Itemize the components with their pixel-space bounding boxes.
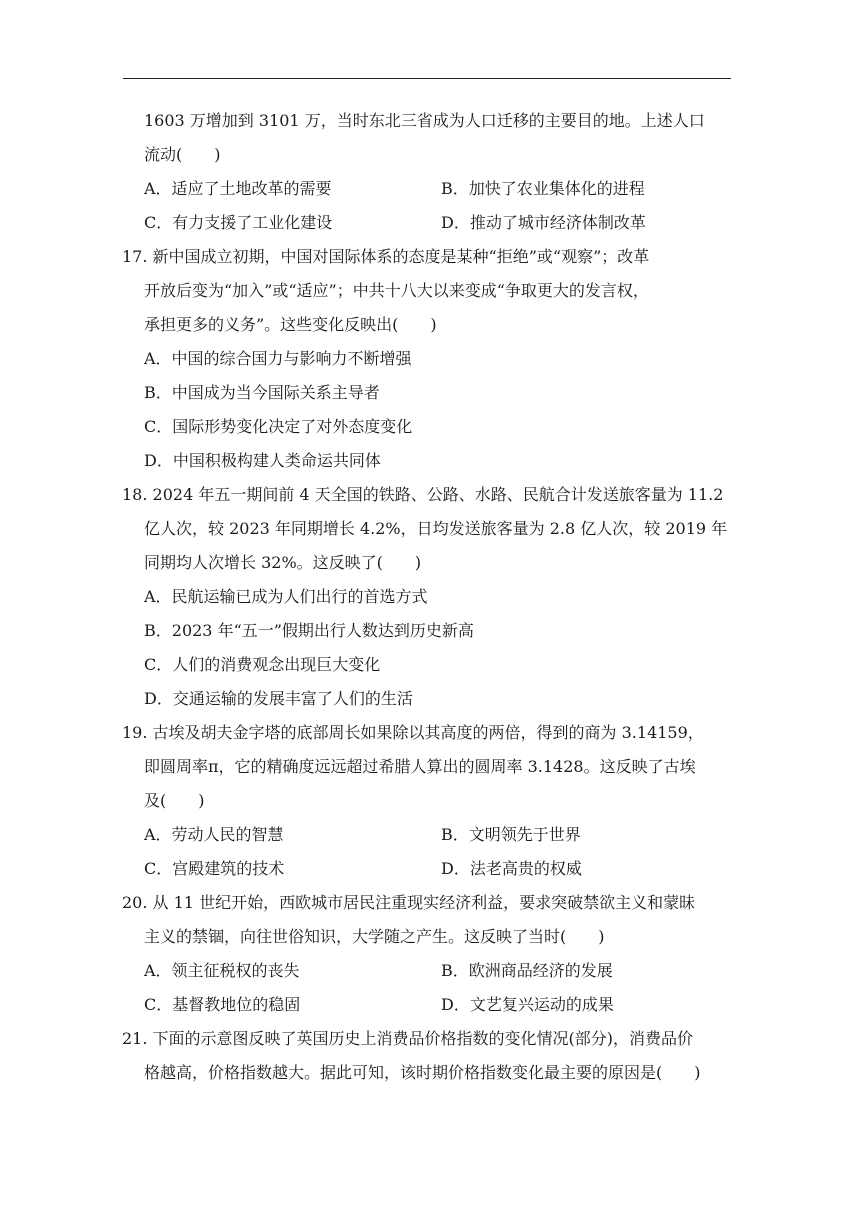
q17-option-a[interactable]: A．中国的综合国力与影响力不断增强 <box>144 349 412 368</box>
q16-option-c[interactable]: C．有力支援了工业化建设 <box>144 213 333 232</box>
q20-text-line2: 主义的禁锢，向往世俗知识，大学随之产生。这反映了当时( ) <box>144 927 605 946</box>
q16-option-d[interactable]: D．推动了城市经济体制改革 <box>441 213 646 232</box>
q18-option-a[interactable]: A．民航运输已成为人们出行的首选方式 <box>144 587 428 606</box>
q16-option-a[interactable]: A．适应了土地改革的需要 <box>144 179 332 198</box>
q16-text-line2: 流动( ) <box>144 145 221 164</box>
q21-text-line2: 格越高，价格指数越大。据此可知，该时期价格指数变化最主要的原因是( ) <box>144 1063 701 1082</box>
q19-option-c[interactable]: C．宫殿建筑的技术 <box>144 859 285 878</box>
q20-option-a[interactable]: A．领主征税权的丧失 <box>144 961 300 980</box>
q19-option-d[interactable]: D．法老高贵的权威 <box>441 859 582 878</box>
q18-text-line2: 亿人次，较 2023 年同期增长 4.2%，日均发送旅客量为 2.8 亿人次，较 2019 年 <box>144 519 728 538</box>
q18-option-d[interactable]: D．交通运输的发展丰富了人们的生活 <box>144 689 413 708</box>
q20-option-c[interactable]: C．基督教地位的稳固 <box>144 995 301 1014</box>
q17-text-line3: 承担更多的义务”。这些变化反映出( ) <box>144 315 437 334</box>
q20-text-line1: 20. 从 11 世纪开始，西欧城市居民注重现实经济利益，要求突破禁欲主义和蒙昧 <box>122 893 696 912</box>
q19-text-line2: 即圆周率π，它的精确度远远超过希腊人算出的圆周率 3.1428。这反映了古埃 <box>144 757 696 776</box>
q16-option-b[interactable]: B．加快了农业集体化的进程 <box>441 179 645 198</box>
q18-text-line1: 18. 2024 年五一期间前 4 天全国的铁路、公路、水路、民航合计发送旅客量为 11.2 <box>122 485 724 504</box>
q16-text-line1: 1603 万增加到 3101 万，当时东北三省成为人口迁移的主要目的地。上述人口 <box>144 111 705 130</box>
q19-option-b[interactable]: B．文明领先于世界 <box>441 825 581 844</box>
q18-option-c[interactable]: C．人们的消费观念出现巨大变化 <box>144 655 381 674</box>
q21-text-line1: 21. 下面的示意图反映了英国历史上消费品价格指数的变化情况(部分)，消费品价 <box>122 1029 694 1048</box>
q18-text-line3: 同期均人次增长 32%。这反映了( ) <box>144 553 422 572</box>
q17-option-c[interactable]: C．国际形势变化决定了对外态度变化 <box>144 417 413 436</box>
q17-option-b[interactable]: B．中国成为当今国际关系主导者 <box>144 383 380 402</box>
q17-text-line2: 开放后变为“加入”或“适应”；中共十八大以来变成“争取更大的发言权， <box>144 281 649 300</box>
q20-option-d[interactable]: D．文艺复兴运动的成果 <box>441 995 614 1014</box>
header-rule <box>123 78 731 79</box>
q18-option-b[interactable]: B．2023 年“五一”假期出行人数达到历史新高 <box>144 621 474 640</box>
q19-text-line1: 19. 古埃及胡夫金字塔的底部周长如果除以其高度的两倍，得到的商为 3.14159， <box>122 723 704 742</box>
q17-text-line1: 17. 新中国成立初期，中国对国际体系的态度是某种“拒绝”或“观察”；改革 <box>122 247 650 266</box>
q19-option-a[interactable]: A．劳动人民的智慧 <box>144 825 284 844</box>
q20-option-b[interactable]: B．欧洲商品经济的发展 <box>441 961 613 980</box>
q17-option-d[interactable]: D．中国积极构建人类命运共同体 <box>144 451 381 470</box>
q19-text-line3: 及( ) <box>144 791 205 810</box>
